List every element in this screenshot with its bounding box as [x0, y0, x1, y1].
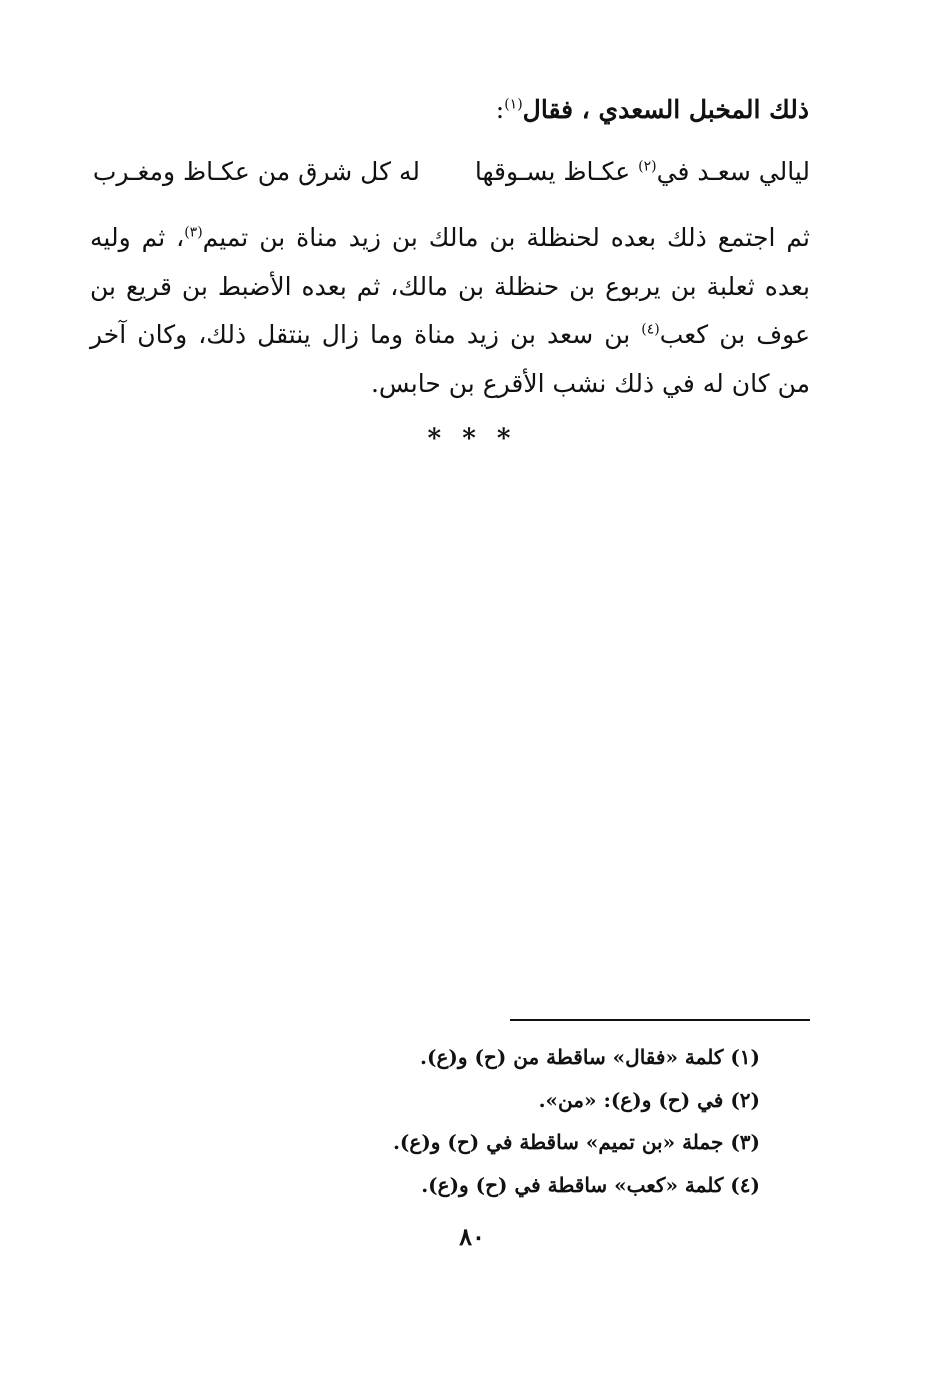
paragraph-part-1: ثم اجتمع ذلك بعده لحنظلة بن مالك بن زيد مناة بن تميم: [202, 223, 810, 252]
intro-line: [109, 90, 809, 130]
section-separator: * * *: [427, 424, 517, 454]
poem-verse: [90, 152, 810, 196]
intro-colon: :: [495, 95, 505, 124]
footnote-2: (٢) في (ح) و(ع): «من».: [538, 1087, 760, 1112]
paragraph-part-3: بن سعد بن زيد مناة وما زال ينتقل ذلك، وكان آخر من كان له في ذلك نشب الأقرع بن حابس.: [90, 320, 810, 398]
verse-first-hemistich: [470, 152, 810, 192]
verse-second-hemistich: له كل شرق من عكـاظ ومغـرب: [92, 157, 420, 186]
intro-text: ذلك المخبل السعدي ، فقال: [522, 95, 809, 124]
footnotes: [200, 1036, 760, 1206]
footnote-4: (٤) كلمة «كعب» ساقطة في (ح) و(ع).: [421, 1172, 760, 1197]
body-paragraph: [90, 214, 810, 408]
paragraph-part-2: ، ثم وليه بعده ثعلبة بن يربوع بن حنظلة بن مالك، ثم بعده الأضبط بن قريع بن عوف بن كعب: [90, 223, 811, 349]
page-number: ٨٠: [459, 1222, 485, 1251]
footnote-1: (١) كلمة «فقال» ساقطة من (ح) و(ع).: [420, 1045, 760, 1069]
footnote-divider: [510, 1019, 810, 1021]
verse-first-part-b: عكـاظ يسـوقها: [474, 157, 639, 186]
verse-first-part-a: ليالي سعـد في: [656, 157, 810, 186]
footnote-ref-4: (٤): [641, 321, 660, 338]
footnote-ref-2: (٢): [638, 158, 657, 175]
footnote-3: (٣) جملة «بن تميم» ساقطة في (ح) و(ع).: [392, 1130, 760, 1154]
footnote-ref-3: (٣): [184, 224, 203, 241]
footnote-ref-1: (١): [504, 96, 523, 113]
